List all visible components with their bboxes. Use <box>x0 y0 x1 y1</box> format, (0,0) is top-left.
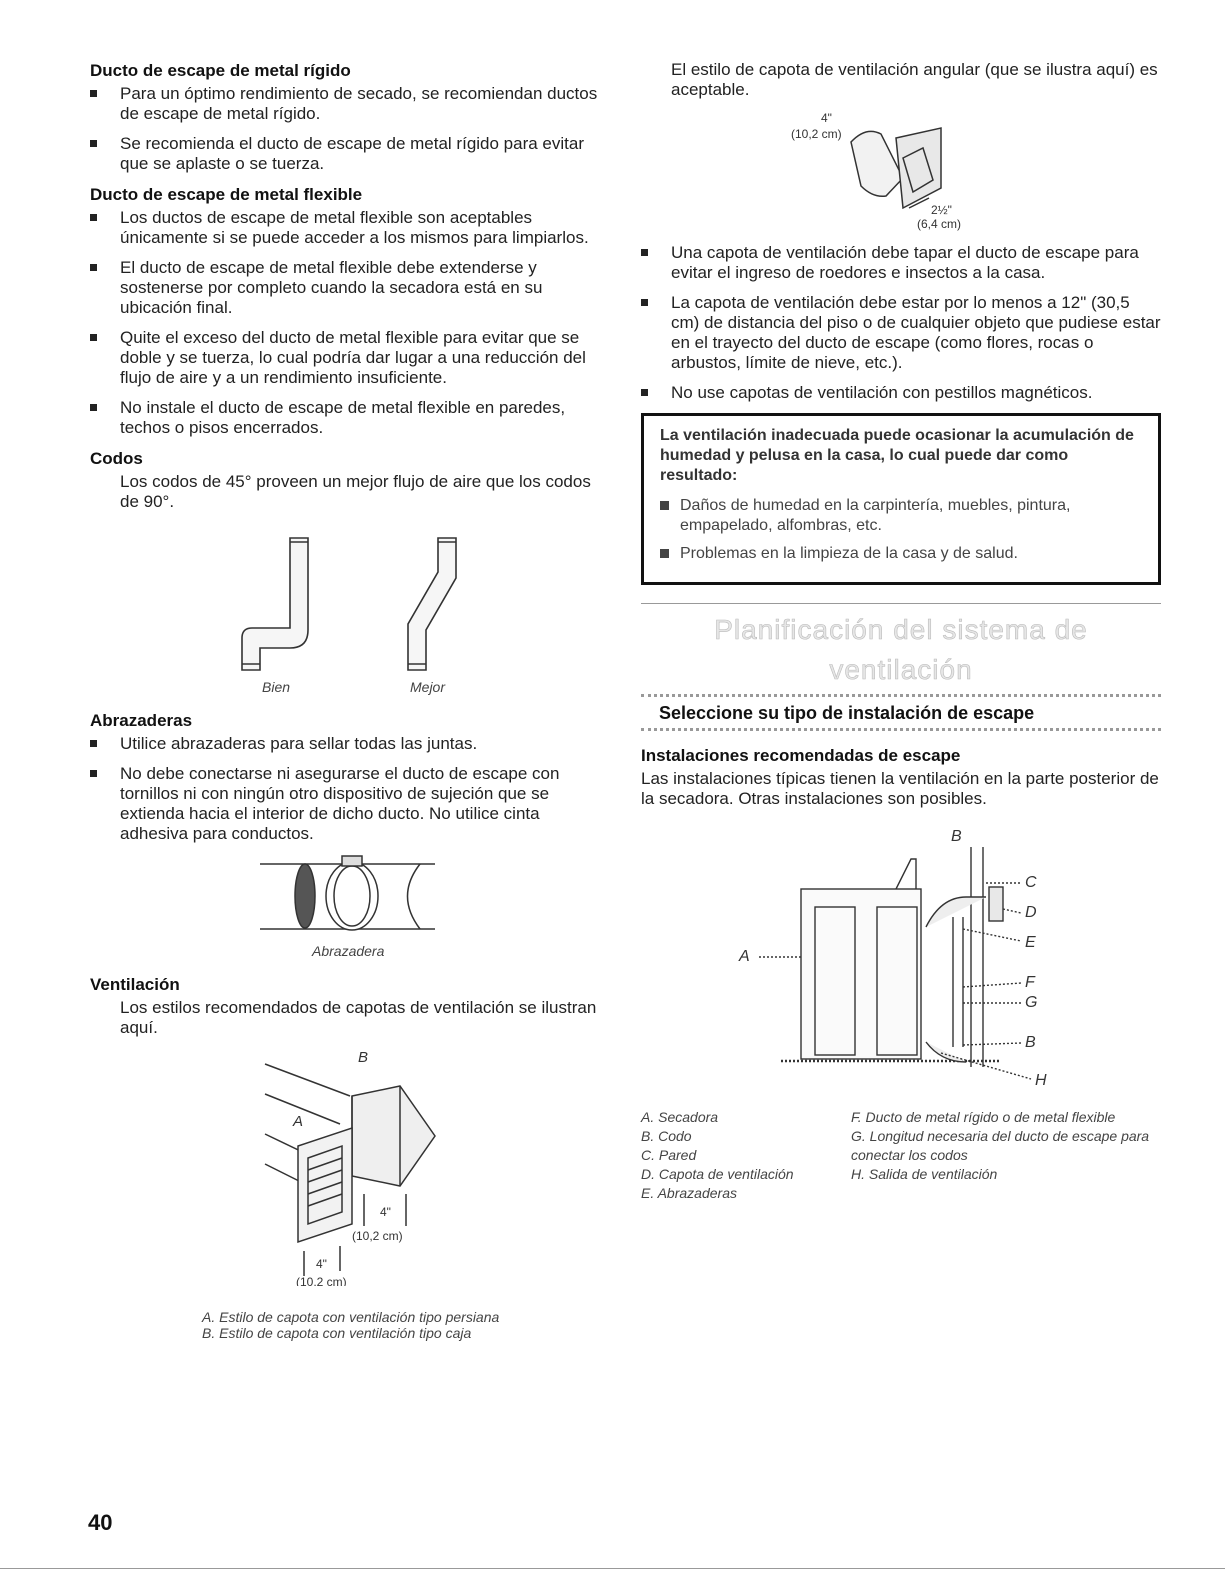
angular-dim2-cm: (6,4 cm) <box>917 217 962 231</box>
ventilation-heading: Ventilación <box>90 975 180 994</box>
clamps-heading: Abrazaderas <box>90 711 193 730</box>
legend-item: B. Codo <box>641 1128 692 1144</box>
legend-item: F. Ducto de metal rígido o de metal flexible <box>851 1109 1116 1125</box>
diagram-label-c: C <box>1025 874 1037 891</box>
angular-dim2: 2½" <box>931 203 952 217</box>
left-column <box>90 60 610 1341</box>
section-title: Planificación del sistema de ventilación <box>714 614 1088 685</box>
list-item: Quite el exceso del ducto de metal flexible para evitar que se doble y se tuerza, lo cual podría dar lugar a una reducción del flujo de aire y a un rendimiento insuficiente. <box>90 328 610 388</box>
label-a: A <box>293 1113 304 1130</box>
box-hood-dim: 4" <box>380 1205 391 1219</box>
vent-hoods-illustration <box>90 1046 610 1286</box>
diagram-label-h: H <box>1035 1072 1047 1089</box>
label-b: B <box>358 1049 369 1066</box>
elbows-text: Los codos de 45° proveen un mejor flujo de aire que los codos de 90°. <box>120 472 591 511</box>
warning-item: Problemas en la limpieza de la casa y de salud. <box>660 544 1144 564</box>
list-item: La capota de ventilación debe estar por lo menos a 12" (30,5 cm) de distancia del piso o de cualquier objeto que pudiese estar en el trayecto del ducto de escape (como flores, rocas o arbustos, límite de nieve, etc.). <box>641 293 1161 373</box>
legend-item: D. Capota de ventilación <box>641 1166 794 1182</box>
warning-box <box>641 413 1161 585</box>
list-item: Los ductos de escape de metal flexible son aceptables únicamente si se puede acceder a los mismos para limpiarlos. <box>90 208 610 248</box>
right-column <box>641 60 1161 1203</box>
dotted-rule <box>641 694 1161 697</box>
legend-item: E. Abrazaderas <box>641 1185 737 1201</box>
vent-caption-b: B. Estilo de capota con ventilación tipo caja <box>202 1325 472 1341</box>
legend-item: A. Secadora <box>641 1109 719 1125</box>
clamp-caption: Abrazadera <box>312 943 385 959</box>
box-hood-dim-cm: (10,2 cm) <box>352 1229 403 1243</box>
angular-dim1-cm: (10,2 cm) <box>791 127 842 141</box>
page-number: 40 <box>88 1510 113 1535</box>
angular-hood-text: El estilo de capota de ventilación angular (que se ilustra aquí) es aceptable. <box>671 60 1158 99</box>
legend-item: H. Salida de ventilación <box>851 1166 998 1182</box>
diagram-legend <box>641 1108 1161 1203</box>
elbows-illustration <box>90 520 610 705</box>
footer-rule <box>0 1568 1225 1569</box>
installation-diagram <box>641 817 1161 1097</box>
flexible-duct-heading: Ducto de escape de metal flexible <box>90 185 363 204</box>
clamps-list <box>90 734 610 844</box>
subsection-title: Seleccione su tipo de instalación de escape <box>659 703 1035 723</box>
diagram-label-d: D <box>1025 904 1037 921</box>
diagram-label-a: A <box>739 948 750 965</box>
rigid-duct-list <box>90 84 610 174</box>
louver-hood-dim-cm: (10,2 cm) <box>296 1275 347 1286</box>
diagram-label-b-top: B <box>951 828 962 845</box>
diagram-label-e: E <box>1025 934 1036 951</box>
list-item: Utilice abrazaderas para sellar todas las juntas. <box>90 734 610 754</box>
diagram-label-b-bottom: B <box>1025 1034 1036 1051</box>
elbow-good-label: Bien <box>262 679 291 695</box>
rigid-duct-heading: Ducto de escape de metal rígido <box>90 61 351 80</box>
elbow-better-label: Mejor <box>410 679 446 695</box>
list-item: No instale el ducto de escape de metal flexible en paredes, techos o pisos encerrados. <box>90 398 610 438</box>
list-item: No debe conectarse ni asegurarse el ducto de escape con tornillos ni con ningún otro dispositivo de sujeción que se extienda hacia el interior de dicho ducto. No utilice cinta adhesiva para conductos. <box>90 764 610 844</box>
elbows-heading: Codos <box>90 449 143 468</box>
flexible-duct-list <box>90 208 610 438</box>
diagram-label-f: F <box>1025 974 1035 991</box>
vent-requirements-list <box>641 243 1161 403</box>
legend-item: G. Longitud necesaria del ducto de escape para conectar los codos <box>851 1128 1150 1163</box>
vent-caption-a: A. Estilo de capota con ventilación tipo persiana <box>202 1309 500 1325</box>
list-item: El ducto de escape de metal flexible debe extenderse y sostenerse por completo cuando la secadora está en su ubicación final. <box>90 258 610 318</box>
clamp-illustration <box>90 854 610 969</box>
angular-dim1: 4" <box>821 111 832 125</box>
section-divider <box>641 603 1161 604</box>
list-item: No use capotas de ventilación con pestillos magnéticos. <box>641 383 1161 403</box>
recommended-heading: Instalaciones recomendadas de escape <box>641 746 961 765</box>
ventilation-text: Los estilos recomendados de capotas de ventilación se ilustran aquí. <box>120 998 597 1037</box>
diagram-label-g: G <box>1025 994 1038 1011</box>
list-item: Una capota de ventilación debe tapar el ducto de escape para evitar el ingreso de roedores e insectos a la casa. <box>641 243 1161 283</box>
louver-hood-dim: 4" <box>316 1257 327 1271</box>
warning-item: Daños de humedad en la carpintería, muebles, pintura, empapelado, alfombras, etc. <box>660 496 1144 536</box>
recommended-text: Las instalaciones típicas tienen la ventilación en la parte posterior de la secadora. Otras instalaciones son posibles. <box>641 769 1159 808</box>
list-item: Para un óptimo rendimiento de secado, se recomiendan ductos de escape de metal rígido. <box>90 84 610 124</box>
dotted-rule <box>641 728 1161 731</box>
legend-item: C. Pared <box>641 1147 697 1163</box>
list-item: Se recomienda el ducto de escape de metal rígido para evitar que se aplaste o se tuerza. <box>90 134 610 174</box>
warning-heading: La ventilación inadecuada puede ocasionar la acumulación de humedad y pelusa en la casa, lo cual puede dar como resultado: <box>660 427 1134 484</box>
angular-hood-illustration <box>641 108 1161 238</box>
